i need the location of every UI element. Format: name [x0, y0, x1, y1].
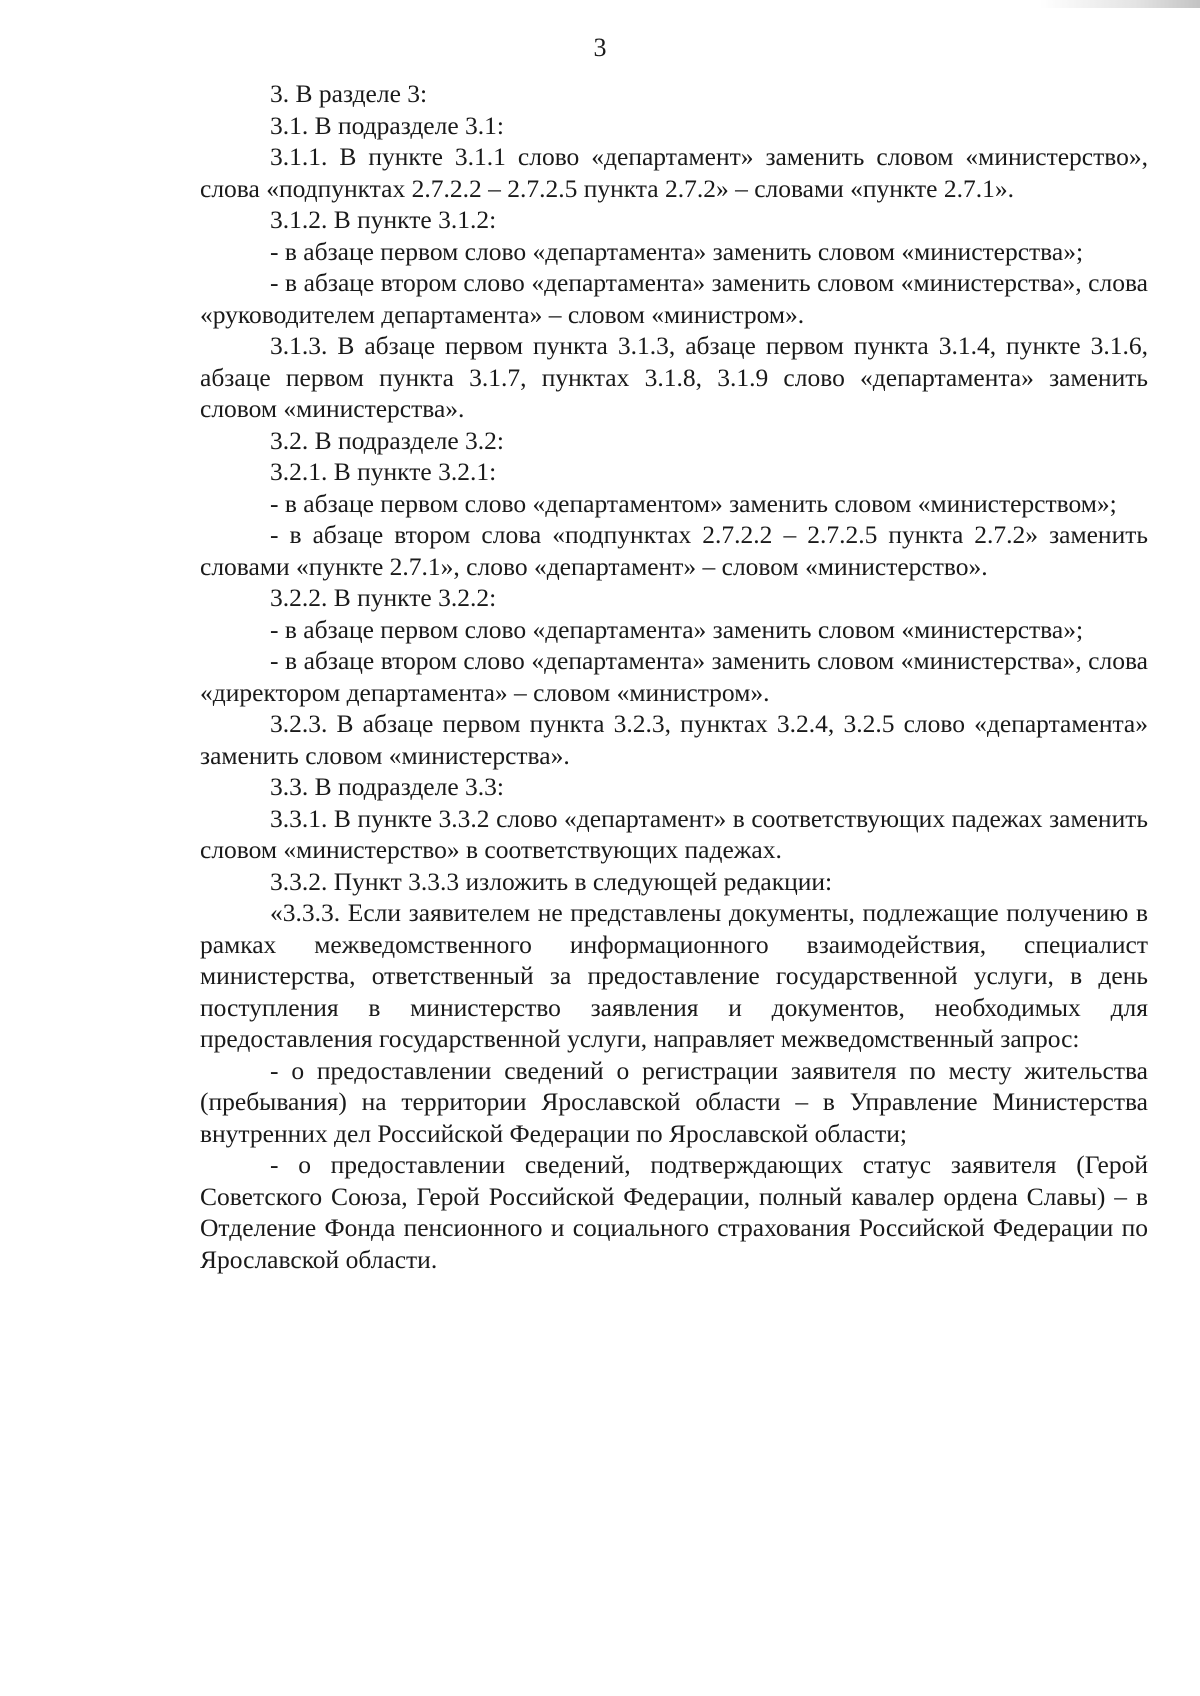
subsection-heading: 3.1. В подразделе 3.1: [270, 110, 504, 140]
subsection-heading: 3.3. В подразделе 3.3: [270, 772, 504, 801]
paragraph: 3.1.1. В пункте 3.1.1 слово «департамент» заменить словом «министерство», слова «подпунктах 2.7.2.2 – 2.7.2.5 пункта 2.7.2» – словами «пункте 2.7.1». [200, 142, 1148, 203]
list-item: - в абзаце первом слово «департамента» заменить словом «министерства»; [270, 614, 1084, 644]
list-item: - в абзаце втором слова «подпунктах 2.7.2.2 – 2.7.2.5 пункта 2.7.2» заменить словами «пункте 2.7.1», слово «департамент» – словом «министерство». [200, 520, 1148, 581]
subsection-heading: 3.2. В подразделе 3.2: [270, 425, 504, 455]
paragraph: 3.3.1. В пункте 3.3.2 слово «департамент» в соответствующих падежах заменить словом «министерство» в соответствующих падежах. [200, 803, 1148, 864]
list-item: - о предоставлении сведений о регистрации заявителя по месту жительства (пребывания) на территории Ярославской области – в Управление Министерства внутренних дел Российской Федерации по Ярославской области; [200, 1055, 1148, 1148]
list-item: - в абзаце втором слово «департамента» заменить словом «министерства», слова «руководителем департамента» – словом «министром». [200, 268, 1148, 329]
list-item: - о предоставлении сведений, подтверждающих статус заявителя (Герой Советского Союза, Герой Российской Федерации, полный кавалер ордена Славы) – в Отделение Фонда пенсионного и социального страхования Российской Федерации по Ярославской области. [200, 1150, 1148, 1274]
quoted-paragraph: «3.3.3. Если заявителем не представлены документы, подлежащие получению в рамках межведомственного информационного взаимодействия, специалист министерства, ответственный за предоставление государственной услуги, в день поступления в министерство заявления и документов, необходимых для предоставления государственной услуги, направляет межведомственный запрос: [200, 898, 1148, 1053]
item-heading: 3.3.2. Пункт 3.3.3 изложить в следующей редакции: [270, 866, 833, 896]
section-heading: 3. В разделе 3: [270, 79, 428, 108]
item-heading: 3.2.1. В пункте 3.2.1: [270, 457, 497, 486]
item-heading: 3.1.2. В пункте 3.1.2: [270, 205, 497, 234]
list-item: - в абзаце первом слово «департамента» заменить словом «министерства»; [270, 236, 1084, 266]
document-body [200, 78, 1148, 1275]
scan-edge-artifact [1040, 0, 1200, 8]
page-number: 3 [593, 33, 607, 62]
list-item: - в абзаце первом слово «департаментом» заменить словом «министерством»; [270, 488, 1117, 518]
list-item: - в абзаце втором слово «департамента» заменить словом «министерства», слова «директором департамента» – словом «министром». [200, 646, 1148, 707]
paragraph: 3.2.3. В абзаце первом пункта 3.2.3, пунктах 3.2.4, 3.2.5 слово «департамента» заменить словом «министерства». [200, 709, 1148, 770]
paragraph: 3.1.3. В абзаце первом пункта 3.1.3, абзаце первом пункта 3.1.4, пункте 3.1.6, абзаце первом пункта 3.1.7, пунктах 3.1.8, 3.1.9 слово «департамента» заменить словом «министерства». [200, 331, 1148, 423]
item-heading: 3.2.2. В пункте 3.2.2: [270, 583, 497, 612]
